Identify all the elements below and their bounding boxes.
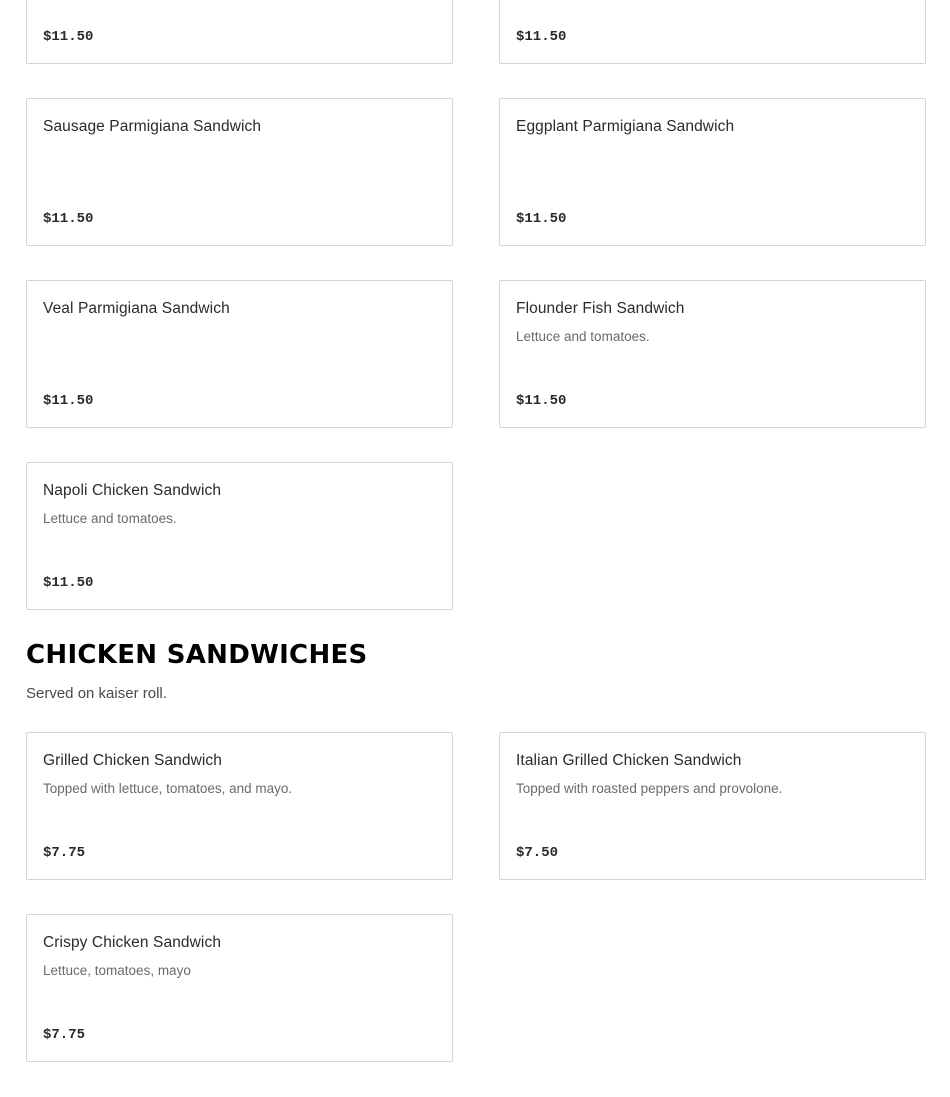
item-name: Sausage Parmigiana Sandwich (43, 118, 262, 135)
item-description: Topped with roasted peppers and provolone. (516, 781, 783, 796)
item-price: $11.50 (516, 393, 567, 409)
item-price: $11.50 (516, 29, 567, 45)
menu-item-card[interactable] (26, 280, 453, 428)
item-description: Lettuce and tomatoes. (43, 511, 177, 526)
item-price: $11.50 (43, 393, 94, 409)
item-price: $7.50 (516, 845, 559, 861)
item-name: Veal Parmigiana Sandwich (43, 300, 230, 317)
item-price: $11.50 (43, 29, 94, 45)
menu-item-card[interactable] (26, 462, 453, 610)
menu-item-card[interactable] (26, 0, 453, 64)
item-price: $11.50 (43, 211, 94, 227)
item-name: Italian Grilled Chicken Sandwich (516, 752, 742, 769)
item-description: Lettuce and tomatoes. (516, 329, 650, 344)
item-price: $11.50 (516, 211, 567, 227)
item-price: $7.75 (43, 1027, 86, 1043)
menu-item-card[interactable] (499, 98, 926, 246)
menu-item-card[interactable] (26, 914, 453, 1062)
item-price: $7.75 (43, 845, 86, 861)
item-price: $11.50 (43, 575, 94, 591)
menu-item-card[interactable] (499, 732, 926, 880)
item-name: Napoli Chicken Sandwich (43, 482, 222, 499)
menu-item-card[interactable] (26, 98, 453, 246)
menu-item-card[interactable] (499, 280, 926, 428)
item-name: Crispy Chicken Sandwich (43, 934, 222, 951)
item-name: Grilled Chicken Sandwich (43, 752, 223, 769)
item-name: Flounder Fish Sandwich (516, 300, 685, 317)
section-title: CHICKEN SANDWICHES (26, 640, 368, 670)
item-name: Eggplant Parmigiana Sandwich (516, 118, 735, 135)
item-description: Lettuce, tomatoes, mayo (43, 963, 191, 978)
menu-item-card[interactable] (499, 0, 926, 64)
section-description: Served on kaiser roll. (26, 685, 167, 702)
item-description: Topped with lettuce, tomatoes, and mayo. (43, 781, 293, 796)
menu-item-card[interactable] (26, 732, 453, 880)
